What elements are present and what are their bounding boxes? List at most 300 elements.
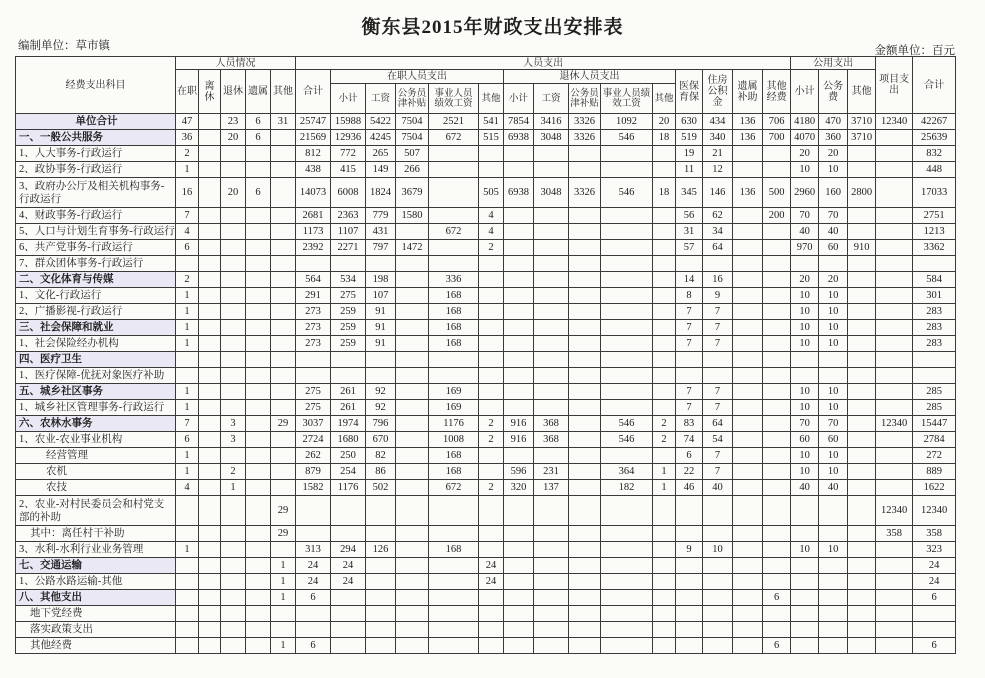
table-cell: 6 bbox=[296, 638, 331, 654]
table-cell bbox=[653, 320, 676, 336]
table-cell: 360 bbox=[819, 130, 848, 146]
table-cell: 10 bbox=[791, 464, 819, 480]
table-cell bbox=[733, 448, 763, 464]
table-cell: 6 bbox=[676, 448, 703, 464]
table-cell bbox=[819, 574, 848, 590]
row-subject: 1、医疗保障-优抚对象医疗补助 bbox=[16, 368, 176, 384]
table-cell bbox=[176, 590, 199, 606]
table-cell bbox=[819, 496, 848, 526]
table-cell: 2 bbox=[653, 416, 676, 432]
table-cell bbox=[271, 352, 296, 368]
table-cell: 21569 bbox=[296, 130, 331, 146]
table-cell: 10 bbox=[791, 448, 819, 464]
table-cell bbox=[176, 352, 199, 368]
table-cell: 198 bbox=[366, 272, 396, 288]
table-cell bbox=[848, 288, 876, 304]
table-cell bbox=[763, 480, 791, 496]
table-cell bbox=[534, 448, 569, 464]
table-cell bbox=[246, 400, 271, 416]
table-cell bbox=[763, 304, 791, 320]
table-cell: 7 bbox=[176, 208, 199, 224]
table-cell: 14 bbox=[676, 272, 703, 288]
table-cell: 1 bbox=[271, 558, 296, 574]
table-cell: 91 bbox=[366, 304, 396, 320]
table-cell bbox=[331, 496, 366, 526]
table-cell bbox=[653, 448, 676, 464]
table-cell: 273 bbox=[296, 336, 331, 352]
table-cell: 1 bbox=[271, 574, 296, 590]
table-cell: 2 bbox=[176, 272, 199, 288]
table-cell bbox=[848, 384, 876, 400]
table-cell bbox=[366, 638, 396, 654]
table-cell: 630 bbox=[676, 114, 703, 130]
table-cell bbox=[733, 606, 763, 622]
table-cell: 273 bbox=[296, 304, 331, 320]
table-cell bbox=[504, 304, 534, 320]
table-cell: 672 bbox=[429, 480, 479, 496]
table-cell: 60 bbox=[791, 432, 819, 448]
table-cell bbox=[221, 288, 246, 304]
table-cell bbox=[504, 288, 534, 304]
table-cell bbox=[569, 288, 601, 304]
table-cell bbox=[396, 368, 429, 384]
header-staff-col: 退休 bbox=[221, 70, 246, 114]
table-cell bbox=[504, 526, 534, 542]
table-cell: 6 bbox=[296, 590, 331, 606]
table-cell bbox=[396, 400, 429, 416]
table-cell bbox=[271, 400, 296, 416]
table-cell: 10 bbox=[819, 448, 848, 464]
table-cell bbox=[569, 384, 601, 400]
table-cell bbox=[876, 464, 913, 480]
table-cell bbox=[848, 558, 876, 574]
table-cell bbox=[296, 526, 331, 542]
table-cell bbox=[429, 622, 479, 638]
table-cell bbox=[479, 352, 504, 368]
table-cell: 40 bbox=[791, 224, 819, 240]
amount-unit: 金额单位：百元 bbox=[874, 45, 955, 57]
table-cell bbox=[396, 558, 429, 574]
table-cell bbox=[569, 146, 601, 162]
table-cell: 273 bbox=[296, 320, 331, 336]
table-cell bbox=[733, 526, 763, 542]
table-cell bbox=[653, 256, 676, 272]
table-cell: 1 bbox=[176, 304, 199, 320]
table-cell: 149 bbox=[366, 162, 396, 178]
table-cell: 3048 bbox=[534, 178, 569, 208]
table-cell bbox=[763, 622, 791, 638]
table-cell bbox=[819, 558, 848, 574]
table-cell bbox=[876, 400, 913, 416]
table-cell bbox=[601, 590, 653, 606]
table-cell: 9 bbox=[703, 288, 733, 304]
table-cell: 564 bbox=[296, 272, 331, 288]
header-housing: 住房公积金 bbox=[703, 70, 733, 114]
table-cell: 15447 bbox=[913, 416, 956, 432]
table-cell bbox=[396, 320, 429, 336]
table-cell bbox=[271, 162, 296, 178]
table-cell bbox=[271, 622, 296, 638]
table-cell: 92 bbox=[366, 400, 396, 416]
table-cell bbox=[429, 526, 479, 542]
table-cell bbox=[199, 432, 221, 448]
table-cell bbox=[396, 542, 429, 558]
table-cell bbox=[429, 146, 479, 162]
table-cell bbox=[176, 606, 199, 622]
table-cell bbox=[271, 448, 296, 464]
table-cell bbox=[569, 162, 601, 178]
table-cell: 20 bbox=[819, 146, 848, 162]
row-subject: 1、人大事务-行政运行 bbox=[16, 146, 176, 162]
table-cell: 3 bbox=[221, 416, 246, 432]
table-cell bbox=[876, 272, 913, 288]
table-cell: 546 bbox=[601, 432, 653, 448]
table-cell bbox=[733, 496, 763, 526]
table-row bbox=[16, 574, 956, 590]
table-cell: 70 bbox=[791, 208, 819, 224]
table-cell bbox=[221, 224, 246, 240]
table-cell: 2 bbox=[479, 432, 504, 448]
table-cell bbox=[703, 638, 733, 654]
header-survivor: 遗属补助 bbox=[733, 70, 763, 114]
table-cell bbox=[504, 272, 534, 288]
table-cell: 1974 bbox=[331, 416, 366, 432]
table-cell bbox=[569, 480, 601, 496]
expenditure-table bbox=[15, 56, 956, 654]
table-cell: 285 bbox=[913, 384, 956, 400]
table-cell bbox=[569, 336, 601, 352]
table-cell bbox=[199, 606, 221, 622]
header-public-col: 其他 bbox=[848, 70, 876, 114]
table-cell bbox=[733, 590, 763, 606]
table-cell: 6 bbox=[246, 178, 271, 208]
table-cell: 2521 bbox=[429, 114, 479, 130]
table-cell: 261 bbox=[331, 400, 366, 416]
header-row bbox=[16, 57, 956, 70]
table-cell: 22 bbox=[676, 464, 703, 480]
table-cell bbox=[504, 558, 534, 574]
table-cell: 6 bbox=[763, 638, 791, 654]
header-retired-col: 工资 bbox=[534, 84, 569, 114]
table-cell bbox=[504, 622, 534, 638]
table-cell bbox=[199, 638, 221, 654]
table-cell: 3710 bbox=[848, 114, 876, 130]
row-subject: 经营管理 bbox=[16, 448, 176, 464]
table-cell bbox=[479, 256, 504, 272]
table-cell bbox=[876, 480, 913, 496]
table-cell bbox=[676, 256, 703, 272]
table-cell: 7 bbox=[703, 336, 733, 352]
table-cell bbox=[653, 336, 676, 352]
table-cell bbox=[653, 400, 676, 416]
table-row bbox=[16, 208, 956, 224]
table-cell: 57 bbox=[676, 240, 703, 256]
table-cell bbox=[199, 240, 221, 256]
table-cell bbox=[791, 496, 819, 526]
table-cell: 3416 bbox=[534, 114, 569, 130]
table-cell: 12 bbox=[703, 162, 733, 178]
table-cell: 10 bbox=[819, 320, 848, 336]
table-cell: 916 bbox=[504, 416, 534, 432]
table-cell bbox=[763, 352, 791, 368]
table-cell bbox=[429, 162, 479, 178]
table-cell: 20 bbox=[653, 114, 676, 130]
table-cell bbox=[703, 256, 733, 272]
header-active-col: 其他 bbox=[479, 84, 504, 114]
table-cell: 6 bbox=[176, 432, 199, 448]
table-cell: 3048 bbox=[534, 130, 569, 146]
table-cell bbox=[396, 464, 429, 480]
table-cell: 1 bbox=[176, 448, 199, 464]
row-subject: 五、城乡社区事务 bbox=[16, 384, 176, 400]
table-cell bbox=[221, 256, 246, 272]
table-cell: 24 bbox=[913, 558, 956, 574]
table-cell: 182 bbox=[601, 480, 653, 496]
table-cell bbox=[848, 432, 876, 448]
table-cell bbox=[534, 336, 569, 352]
table-cell bbox=[271, 240, 296, 256]
table-cell bbox=[534, 638, 569, 654]
table-cell bbox=[848, 574, 876, 590]
table-cell bbox=[331, 590, 366, 606]
table-cell: 2 bbox=[653, 432, 676, 448]
table-cell bbox=[653, 352, 676, 368]
table-cell: 546 bbox=[601, 416, 653, 432]
table-cell bbox=[569, 574, 601, 590]
table-cell bbox=[246, 416, 271, 432]
table-cell: 505 bbox=[479, 178, 504, 208]
table-cell: 283 bbox=[913, 320, 956, 336]
table-cell: 168 bbox=[429, 448, 479, 464]
table-cell bbox=[653, 162, 676, 178]
table-cell bbox=[848, 272, 876, 288]
table-cell: 60 bbox=[819, 240, 848, 256]
table-cell bbox=[246, 224, 271, 240]
table-cell: 2 bbox=[221, 464, 246, 480]
table-cell: 1582 bbox=[296, 480, 331, 496]
table-cell bbox=[703, 574, 733, 590]
table-cell: 40 bbox=[703, 480, 733, 496]
table-row bbox=[16, 448, 956, 464]
table-cell bbox=[246, 590, 271, 606]
table-cell: 879 bbox=[296, 464, 331, 480]
table-cell bbox=[246, 272, 271, 288]
table-cell bbox=[199, 208, 221, 224]
table-cell bbox=[653, 224, 676, 240]
table-cell bbox=[396, 622, 429, 638]
table-cell: 10 bbox=[703, 542, 733, 558]
table-cell bbox=[396, 448, 429, 464]
row-subject: 其他经费 bbox=[16, 638, 176, 654]
table-cell: 1472 bbox=[396, 240, 429, 256]
table-cell bbox=[601, 574, 653, 590]
table-cell bbox=[876, 448, 913, 464]
table-cell bbox=[271, 272, 296, 288]
table-cell bbox=[176, 622, 199, 638]
row-subject: 三、社会保障和就业 bbox=[16, 320, 176, 336]
table-cell: 14073 bbox=[296, 178, 331, 208]
table-cell: 60 bbox=[819, 432, 848, 448]
table-cell bbox=[504, 162, 534, 178]
table-cell bbox=[733, 288, 763, 304]
table-body bbox=[16, 114, 956, 654]
table-cell bbox=[396, 638, 429, 654]
table-cell bbox=[534, 622, 569, 638]
table-cell: 168 bbox=[429, 304, 479, 320]
table-cell bbox=[848, 146, 876, 162]
table-cell: 200 bbox=[763, 208, 791, 224]
table-cell: 3326 bbox=[569, 130, 601, 146]
table-cell bbox=[504, 368, 534, 384]
table-cell bbox=[733, 224, 763, 240]
table-cell bbox=[429, 352, 479, 368]
table-cell: 7504 bbox=[396, 114, 429, 130]
table-cell bbox=[246, 448, 271, 464]
table-cell bbox=[601, 638, 653, 654]
table-cell bbox=[601, 272, 653, 288]
table-cell bbox=[534, 526, 569, 542]
row-subject: 其中：离任村干补助 bbox=[16, 526, 176, 542]
table-row bbox=[16, 558, 956, 574]
table-cell bbox=[199, 448, 221, 464]
table-cell bbox=[366, 368, 396, 384]
table-cell bbox=[848, 162, 876, 178]
table-cell bbox=[504, 590, 534, 606]
row-subject: 1、文化-行政运行 bbox=[16, 288, 176, 304]
table-cell bbox=[479, 638, 504, 654]
table-cell: 29 bbox=[271, 496, 296, 526]
table-cell: 91 bbox=[366, 336, 396, 352]
table-cell bbox=[876, 146, 913, 162]
table-cell bbox=[271, 304, 296, 320]
table-cell bbox=[569, 400, 601, 416]
table-cell bbox=[819, 606, 848, 622]
table-cell: 283 bbox=[913, 336, 956, 352]
table-cell: 24 bbox=[331, 558, 366, 574]
table-cell: 672 bbox=[429, 224, 479, 240]
row-subject: 4、财政事务-行政运行 bbox=[16, 208, 176, 224]
table-cell bbox=[876, 384, 913, 400]
table-cell bbox=[819, 256, 848, 272]
table-cell bbox=[763, 288, 791, 304]
table-cell bbox=[569, 542, 601, 558]
table-cell bbox=[429, 638, 479, 654]
table-cell: 4070 bbox=[791, 130, 819, 146]
table-cell: 10 bbox=[819, 542, 848, 558]
table-cell bbox=[876, 240, 913, 256]
header-medical: 医保育保 bbox=[676, 70, 703, 114]
table-cell: 24 bbox=[479, 574, 504, 590]
table-cell: 9 bbox=[676, 542, 703, 558]
table-cell: 6008 bbox=[331, 178, 366, 208]
table-cell bbox=[221, 590, 246, 606]
table-cell bbox=[246, 368, 271, 384]
table-cell bbox=[733, 320, 763, 336]
table-cell bbox=[876, 590, 913, 606]
table-header bbox=[16, 57, 956, 114]
table-cell: 1213 bbox=[913, 224, 956, 240]
table-cell: 259 bbox=[331, 304, 366, 320]
table-cell: 2 bbox=[479, 480, 504, 496]
table-cell: 438 bbox=[296, 162, 331, 178]
header-retired-group: 退休人员支出 bbox=[504, 70, 676, 84]
row-subject: 1、社会保险经办机构 bbox=[16, 336, 176, 352]
table-cell bbox=[479, 384, 504, 400]
table-cell bbox=[569, 320, 601, 336]
compiling-unit: 编制单位：草市镇 bbox=[18, 40, 110, 52]
table-cell bbox=[676, 638, 703, 654]
table-row bbox=[16, 622, 956, 638]
table-cell bbox=[199, 130, 221, 146]
table-cell: 364 bbox=[601, 464, 653, 480]
table-cell: 42267 bbox=[913, 114, 956, 130]
table-cell bbox=[569, 256, 601, 272]
table-row bbox=[16, 480, 956, 496]
table-cell: 20 bbox=[221, 178, 246, 208]
table-cell: 1092 bbox=[601, 114, 653, 130]
table-cell: 136 bbox=[733, 130, 763, 146]
table-cell bbox=[534, 574, 569, 590]
table-cell: 6 bbox=[763, 590, 791, 606]
table-cell bbox=[733, 464, 763, 480]
table-cell bbox=[199, 162, 221, 178]
table-cell bbox=[876, 224, 913, 240]
table-cell: 91 bbox=[366, 320, 396, 336]
table-cell: 19 bbox=[676, 146, 703, 162]
table-cell: 3362 bbox=[913, 240, 956, 256]
table-cell bbox=[221, 638, 246, 654]
table-cell bbox=[271, 542, 296, 558]
table-cell bbox=[601, 448, 653, 464]
table-cell: 970 bbox=[791, 240, 819, 256]
row-subject: 一、一般公共服务 bbox=[16, 130, 176, 146]
row-subject: 七、交通运输 bbox=[16, 558, 176, 574]
table-cell: 500 bbox=[763, 178, 791, 208]
table-cell: 3037 bbox=[296, 416, 331, 432]
table-cell bbox=[763, 464, 791, 480]
table-row bbox=[16, 416, 956, 432]
table-cell bbox=[848, 352, 876, 368]
row-subject: 3、水利-水利行业业务管理 bbox=[16, 542, 176, 558]
table-cell: 797 bbox=[366, 240, 396, 256]
row-subject: 5、人口与计划生育事务-行政运行 bbox=[16, 224, 176, 240]
table-cell bbox=[763, 574, 791, 590]
table-cell bbox=[396, 606, 429, 622]
table-cell: 272 bbox=[913, 448, 956, 464]
table-cell bbox=[221, 542, 246, 558]
table-cell: 169 bbox=[429, 384, 479, 400]
table-cell bbox=[848, 464, 876, 480]
table-cell bbox=[601, 320, 653, 336]
table-cell bbox=[199, 320, 221, 336]
table-cell bbox=[176, 496, 199, 526]
table-cell bbox=[876, 208, 913, 224]
table-row bbox=[16, 224, 956, 240]
table-cell bbox=[479, 622, 504, 638]
table-cell: 4180 bbox=[791, 114, 819, 130]
table-cell bbox=[246, 146, 271, 162]
table-cell: 10 bbox=[791, 542, 819, 558]
table-cell: 916 bbox=[504, 432, 534, 448]
table-cell: 10 bbox=[819, 400, 848, 416]
table-cell bbox=[763, 272, 791, 288]
table-cell: 265 bbox=[366, 146, 396, 162]
table-cell: 1008 bbox=[429, 432, 479, 448]
table-cell: 70 bbox=[819, 208, 848, 224]
table-cell: 10 bbox=[819, 162, 848, 178]
table-cell: 31 bbox=[676, 224, 703, 240]
table-cell bbox=[271, 224, 296, 240]
